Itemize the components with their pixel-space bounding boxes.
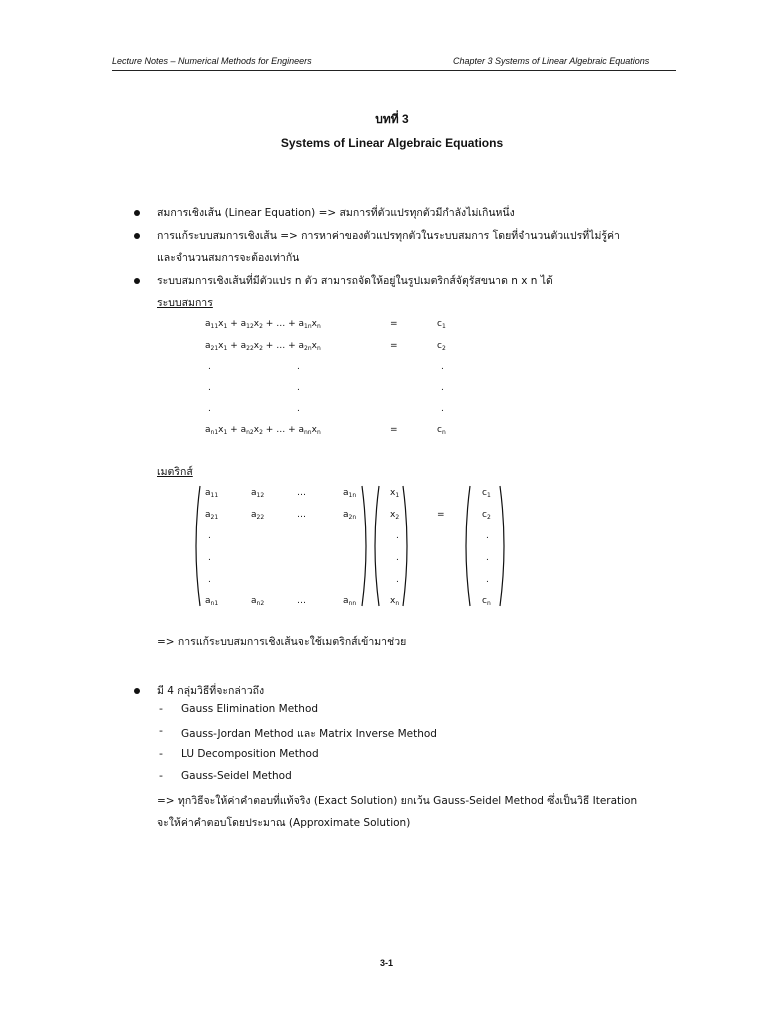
matrix-a-entry: $a_{n2}$	[251, 596, 265, 607]
equation-row-n: $a_{n1}x_1 + a_{n2}x_2$ + … + $a_{nn}x_n$	[205, 425, 321, 436]
vertical-dot: .	[441, 383, 444, 393]
bullet-linear-equation: สมการเชิงเส้น (Linear Equation) => สมการที่ตัวแปรทุกตัวมีกำลังไม่เกินหนึ่ง	[157, 207, 515, 219]
equals-sign: =	[390, 319, 398, 329]
bullet-dot	[134, 688, 140, 694]
matrix-a-entry: $a_{22}$	[251, 510, 265, 521]
dash-marker: -	[159, 702, 163, 715]
header-rule	[112, 70, 676, 71]
matrix-a-entry: $a_{2n}$	[343, 510, 357, 521]
bullet-dot	[134, 233, 140, 239]
vertical-dot: .	[441, 404, 444, 414]
matrix-a-entry: $a_{1n}$	[343, 488, 357, 499]
matrix-note: => การแก้ระบบสมการเชิงเส้นจะใช้เมตริกส์เข้ามาช่วย	[157, 636, 407, 648]
vertical-dot: .	[396, 531, 399, 541]
bullet-dot	[134, 278, 140, 284]
equals-sign: =	[390, 341, 398, 351]
vertical-dot: .	[441, 362, 444, 372]
equation-row-1: $a_{11}x_1 + a_{12}x_2$ + … + $a_{1n}x_n$	[205, 319, 321, 330]
matrix-ellipsis: …	[297, 510, 306, 520]
vertical-dot: .	[396, 553, 399, 563]
bullet-solving-system-cont: และจำนวนสมการจะต้องเท่ากัน	[157, 252, 300, 264]
dash-marker: -	[159, 724, 163, 737]
bullet-n-variables: ระบบสมการเชิงเส้นที่มีตัวแปร n ตัว สามารถจัดให้อยู่ในรูปเมตริกส์จัตุรัสขนาด n x n ได้	[157, 275, 553, 287]
conclusion-line-2: จะให้ค่าคำตอบโดยประมาณ (Approximate Solution)	[157, 817, 411, 829]
matrix-x-entry: $x_1$	[390, 488, 400, 499]
matrix-ellipsis: …	[297, 488, 306, 498]
vertical-dot: .	[208, 362, 211, 372]
methods-intro: มี 4 กลุ่มวิธีที่จะกล่าวถึง	[157, 685, 265, 697]
vertical-dot: .	[208, 553, 211, 563]
running-header-right: Chapter 3 Systems of Linear Algebraic Equations	[453, 56, 650, 66]
vertical-dot: .	[208, 575, 211, 585]
system-heading: ระบบสมการ	[157, 297, 213, 309]
matrix-c-entry: $c_2$	[482, 510, 491, 521]
matrix-c-entry: $c_n$	[482, 596, 491, 607]
matrix-ellipsis: …	[297, 596, 306, 606]
bullet-solving-system: การแก้ระบบสมการเชิงเส้น => การหาค่าของตัวแปรทุกตัวในระบบสมการ โดยที่จำนวนตัวแปรที่ไม่รู้ค่า	[157, 230, 620, 242]
matrix-a-entry: $a_{n1}$	[205, 596, 219, 607]
equation-row-2: $a_{21}x_1 + a_{22}x_2$ + … + $a_{2n}x_n$	[205, 341, 321, 352]
equals-sign: =	[390, 425, 398, 435]
equation-rhs-2: $c_2$	[437, 341, 446, 352]
conclusion-line-1: => ทุกวิธีจะให้ค่าคำตอบที่แท้จริง (Exact Solution) ยกเว้น Gauss-Seidel Method ซึ่งเป็นวิธี Iteration	[157, 795, 638, 807]
vertical-dot: .	[297, 383, 300, 393]
matrix-parentheses	[190, 484, 520, 610]
method-item: Gauss Elimination Method	[181, 703, 319, 715]
vertical-dot: .	[486, 553, 489, 563]
vertical-dot: .	[297, 404, 300, 414]
matrix-x-entry: $x_n$	[390, 596, 400, 607]
page-number: 3-1	[380, 958, 394, 968]
matrix-a-entry: $a_{nn}$	[343, 596, 357, 607]
method-item: LU Decomposition Method	[181, 748, 319, 760]
matrix-equals: =	[437, 510, 445, 520]
running-header-left: Lecture Notes – Numerical Methods for Engineers	[112, 56, 312, 66]
vertical-dot: .	[396, 575, 399, 585]
vertical-dot: .	[208, 531, 211, 541]
dash-marker: -	[159, 769, 163, 782]
bullet-dot	[134, 210, 140, 216]
vertical-dot: .	[208, 404, 211, 414]
dash-marker: -	[159, 747, 163, 760]
matrix-a-entry: $a_{11}$	[205, 488, 219, 499]
vertical-dot: .	[486, 575, 489, 585]
vertical-dot: .	[297, 362, 300, 372]
method-item: Gauss-Jordan Method และ Matrix Inverse Method	[181, 728, 437, 740]
vertical-dot: .	[208, 383, 211, 393]
chapter-title: Systems of Linear Algebraic Equations	[280, 136, 504, 150]
equation-rhs-1: $c_1$	[437, 319, 446, 330]
matrix-heading: เมตริกส์	[157, 466, 193, 478]
matrix-a-entry: $a_{12}$	[251, 488, 265, 499]
equation-rhs-n: $c_n$	[437, 425, 446, 436]
vertical-dot: .	[486, 531, 489, 541]
method-item: Gauss-Seidel Method	[181, 770, 292, 782]
chapter-number: บทที่ 3	[375, 112, 409, 126]
matrix-a-entry: $a_{21}$	[205, 510, 219, 521]
matrix-c-entry: $c_1$	[482, 488, 491, 499]
matrix-x-entry: $x_2$	[390, 510, 400, 521]
